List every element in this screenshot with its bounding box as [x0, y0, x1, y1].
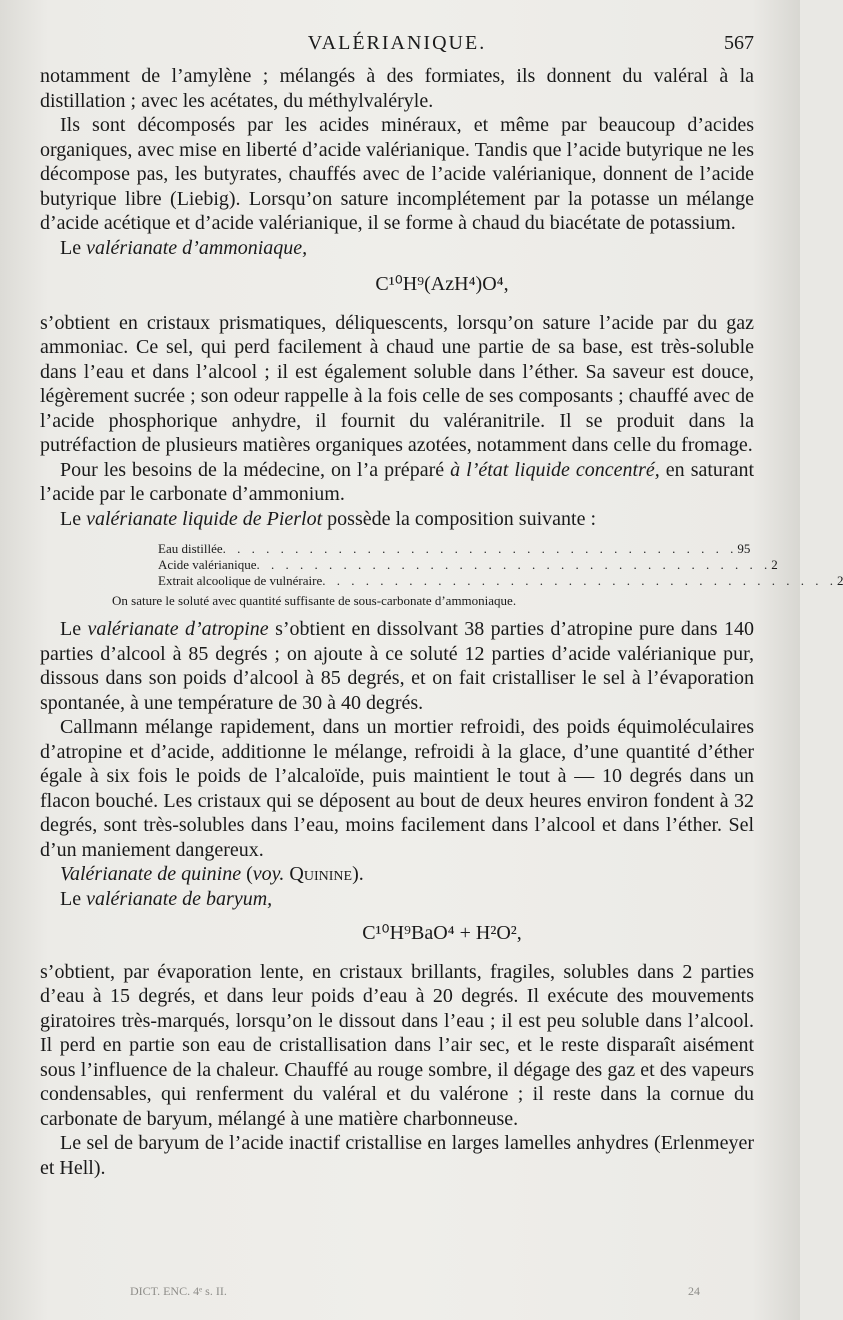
paragraph: Ils sont décomposés par les acides minéraux, et même par beaucoup d’acides organiques, avec mise en liberté d’acide valérianique. Tandis que l’acide butyrique ne les décompose pas, les butyrates, chauffés avec de l’acide valérianique, donnent de l’acide butyrique libre (Liebig). Lorsqu’on sature incomplétement par la potasse un mélange d’acide acétique et d’acide valérianique, il se forme à chaud du biacétate de potassium. [40, 114, 754, 234]
page-footer [130, 1284, 740, 1304]
chemical-formula: C¹⁰H⁹BaO⁴ + H²O², [362, 922, 522, 944]
italic-term: valérianate liquide de Pierlot [86, 507, 323, 530]
ingredient-qty: 95 [737, 541, 751, 556]
recipe-row [158, 573, 843, 589]
recipe-row [158, 541, 751, 557]
recipe-table [40, 541, 843, 609]
paragraph: s’obtient, par évaporation lente, en cristaux brillants, fragiles, solubles dans 2 parties d’eau à 15 degrés, et dans leur poids d’eau à 20 degrés. Il exécute des mouvements giratoires très-marqués, lorsqu’on le dissout dans l’eau ; il est peu soluble dans l’alcool. Il perd en partie son eau de cristallisation dans l’air sec, et le reste disparaît aisément sous l’influence de la chaleur. Chauffé au rouge sombre, il dégage des gaz et des vapeurs condensables, qui renferment du valéral et du valérone ; il reste dans la cornue du carbonate de baryum, mélangé à une matière charbonneuse. [40, 960, 754, 1130]
paragraph: Valérianate de quinine (voy. Quinine). [60, 863, 364, 885]
leader-dots: . . . . . . . . . . . . . . . . . . . . . . . . . . . . . . . . . . . . [256, 557, 772, 572]
body-text [40, 64, 843, 1180]
italic-term: valérianate d’atropine [87, 618, 269, 640]
italic-term: à l’état liquide concentré, [450, 458, 660, 481]
ingredient-qty: 2 [836, 573, 843, 588]
italic-term: Valérianate de quinine [60, 863, 242, 885]
ingredient-name: Eau distillée [158, 541, 223, 556]
paragraph: Le valérianate de baryum, [60, 887, 273, 910]
chemical-formula: C¹⁰H⁹(AzH⁴)O⁴, [375, 273, 509, 295]
ingredient-name: Acide valérianique [158, 557, 257, 572]
paragraph: Le sel de baryum de l’acide inactif cristallise en larges lamelles anhydres (Erlenmeyer et Hell). [40, 1132, 754, 1179]
recipe-row [158, 557, 778, 573]
running-title: VALÉRIANIQUE. [307, 32, 487, 54]
paragraph: Callmann mélange rapidement, dans un mortier refroidi, des poids équimoléculaires d’atropine et d’acide, additionne le mélange, refroidi à la glace, d’une quantité d’éther égale à six fois le poids de l’alcaloïde, puis maintient le tout à — 10 degrés dans un flacon bouché. Les cristaux qui se déposent au bout de deux heures environ fondent à 32 degrés, sont très-solubles dans l’eau, moins facilement dans l’alcool et dans l’éther. Sel d’un maniement dangereux. [40, 716, 754, 861]
paragraph: notamment de l’amylène ; mélangés à des formiates, ils donnent du valéral à la distillation ; avec les acétates, du méthylvaléryle. [40, 65, 754, 112]
leader-dots: . . . . . . . . . . . . . . . . . . . . . . . . . . . . . . . . . . . . [322, 573, 837, 588]
ingredient-name: Extrait alcoolique de vulnéraire [158, 573, 323, 588]
cross-reference: Quinine [289, 863, 353, 885]
paragraph: s’obtient en cristaux prismatiques, déliquescents, lorsqu’on sature l’acide par du gaz ammoniac. Ce sel, qui perd facilement à chaud une partie de sa base, est très-soluble dans l’eau et dans l’alcool ; il est également soluble dans l’éther. Sa saveur est douce, légèrement sucrée ; son odeur rappelle à la fois celle de ses composants ; chauffé avec de l’acide phosphorique anhydre, il fournit du valéranitrile. Il se produit dans la putréfaction de plusieurs matières organiques azotées, notamment dans celle du fromage. [40, 311, 754, 456]
paragraph: Le valérianate d’atropine s’obtient en dissolvant 38 parties d’atropine pure dans 140 parties d’alcool à 85 degrés ; on ajoute à ce soluté 12 parties d’acide valérianique pur, dissous dans son poids d’alcool à 85 degrés, et on fait cristalliser le sel à l’évaporation spontanée, à une température de 30 à 40 degrés. [40, 618, 754, 714]
leader-dots: . . . . . . . . . . . . . . . . . . . . . . . . . . . . . . . . . . . . [222, 541, 738, 556]
paragraph: Le valérianate liquide de Pierlot possède la composition suivante : [60, 507, 597, 530]
page-number: 567 [724, 32, 754, 54]
paragraph: Pour les besoins de la médecine, on l’a préparé à l’état liquide concentré, en saturant l’acide par le carbonate d’ammonium. [40, 458, 754, 505]
italic-term: valérianate de baryum, [86, 887, 273, 910]
page-header [40, 32, 754, 58]
recipe-note: On sature le soluté avec quantité suffisante de sous-carbonate d’ammoniaque. [112, 593, 517, 608]
paragraph: Le valérianate d’ammoniaque, [60, 236, 308, 259]
sheet-number: 24 [688, 1284, 700, 1298]
ingredient-qty: 2 [771, 557, 778, 572]
italic-term: valérianate d’ammoniaque, [86, 236, 308, 259]
printer-signature: DICT. ENC. 4ᵉ s. II. [130, 1284, 227, 1298]
